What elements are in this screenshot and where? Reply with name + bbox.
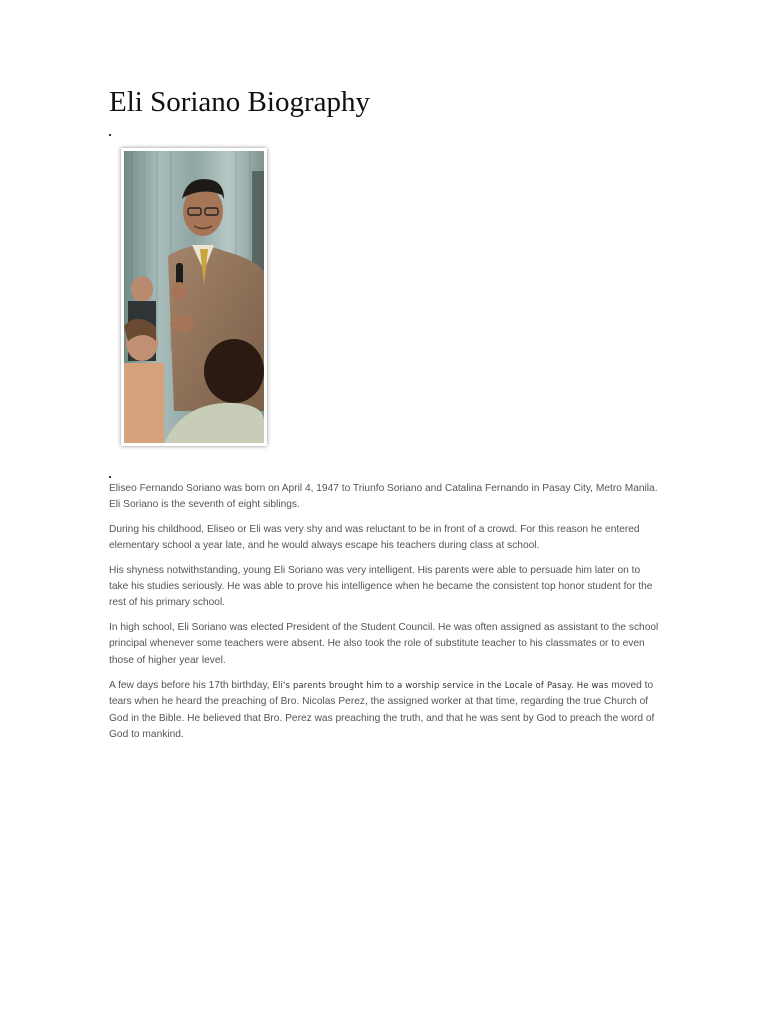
paragraph-emphasis: Eli's parents brought him to a worship service in the Locale of Pasay. He was xyxy=(272,680,609,691)
paragraph-worship-service xyxy=(109,677,659,744)
paragraph-rest: moved to tears when he heard the preaching of Bro. Nicolas Perez, the assigned worker at that time, regarding the true Church of God in the Bible. He believed that Bro. Perez was preaching the truth, and that he was sent by God to preach the word of God to mankind. xyxy=(109,680,655,741)
paragraph-lead: A few days before his 17th birthday, xyxy=(109,680,273,692)
portrait-image xyxy=(124,151,264,443)
paragraph-intelligence: His shyness notwithstanding, young Eli Soriano was very intelligent. His parents were able to persuade him later on to take his studies seriously. He was able to prove his intelligence when he became the consistent top honor student for the rest of his primary school. xyxy=(109,564,653,609)
biography-text xyxy=(109,481,659,752)
bullet-dot xyxy=(109,134,111,136)
paragraph-birth: Eliseo Fernando Soriano was born on April 4, 1947 to Triunfo Soriano and Catalina Fernando in Pasay City, Metro Manila. Eli Soriano is the seventh of eight siblings. xyxy=(109,483,658,511)
portrait-photo xyxy=(121,148,267,446)
paragraph-childhood: During his childhood, Eliseo or Eli was very shy and was reluctant to be in front of a crowd. For this reason he entered elementary school a year late, and he would always escape his teachers during class at school. xyxy=(109,523,640,552)
paragraph-high-school: In high school, Eli Soriano was elected President of the Student Council. He was often assigned as assistant to the school principal whenever some teachers were absent. He also took the role of substitute teacher to his classmates or to even those of higher year level. xyxy=(109,621,659,666)
bullet-dot xyxy=(109,476,111,478)
page-title: Eli Soriano Biography xyxy=(109,86,370,118)
